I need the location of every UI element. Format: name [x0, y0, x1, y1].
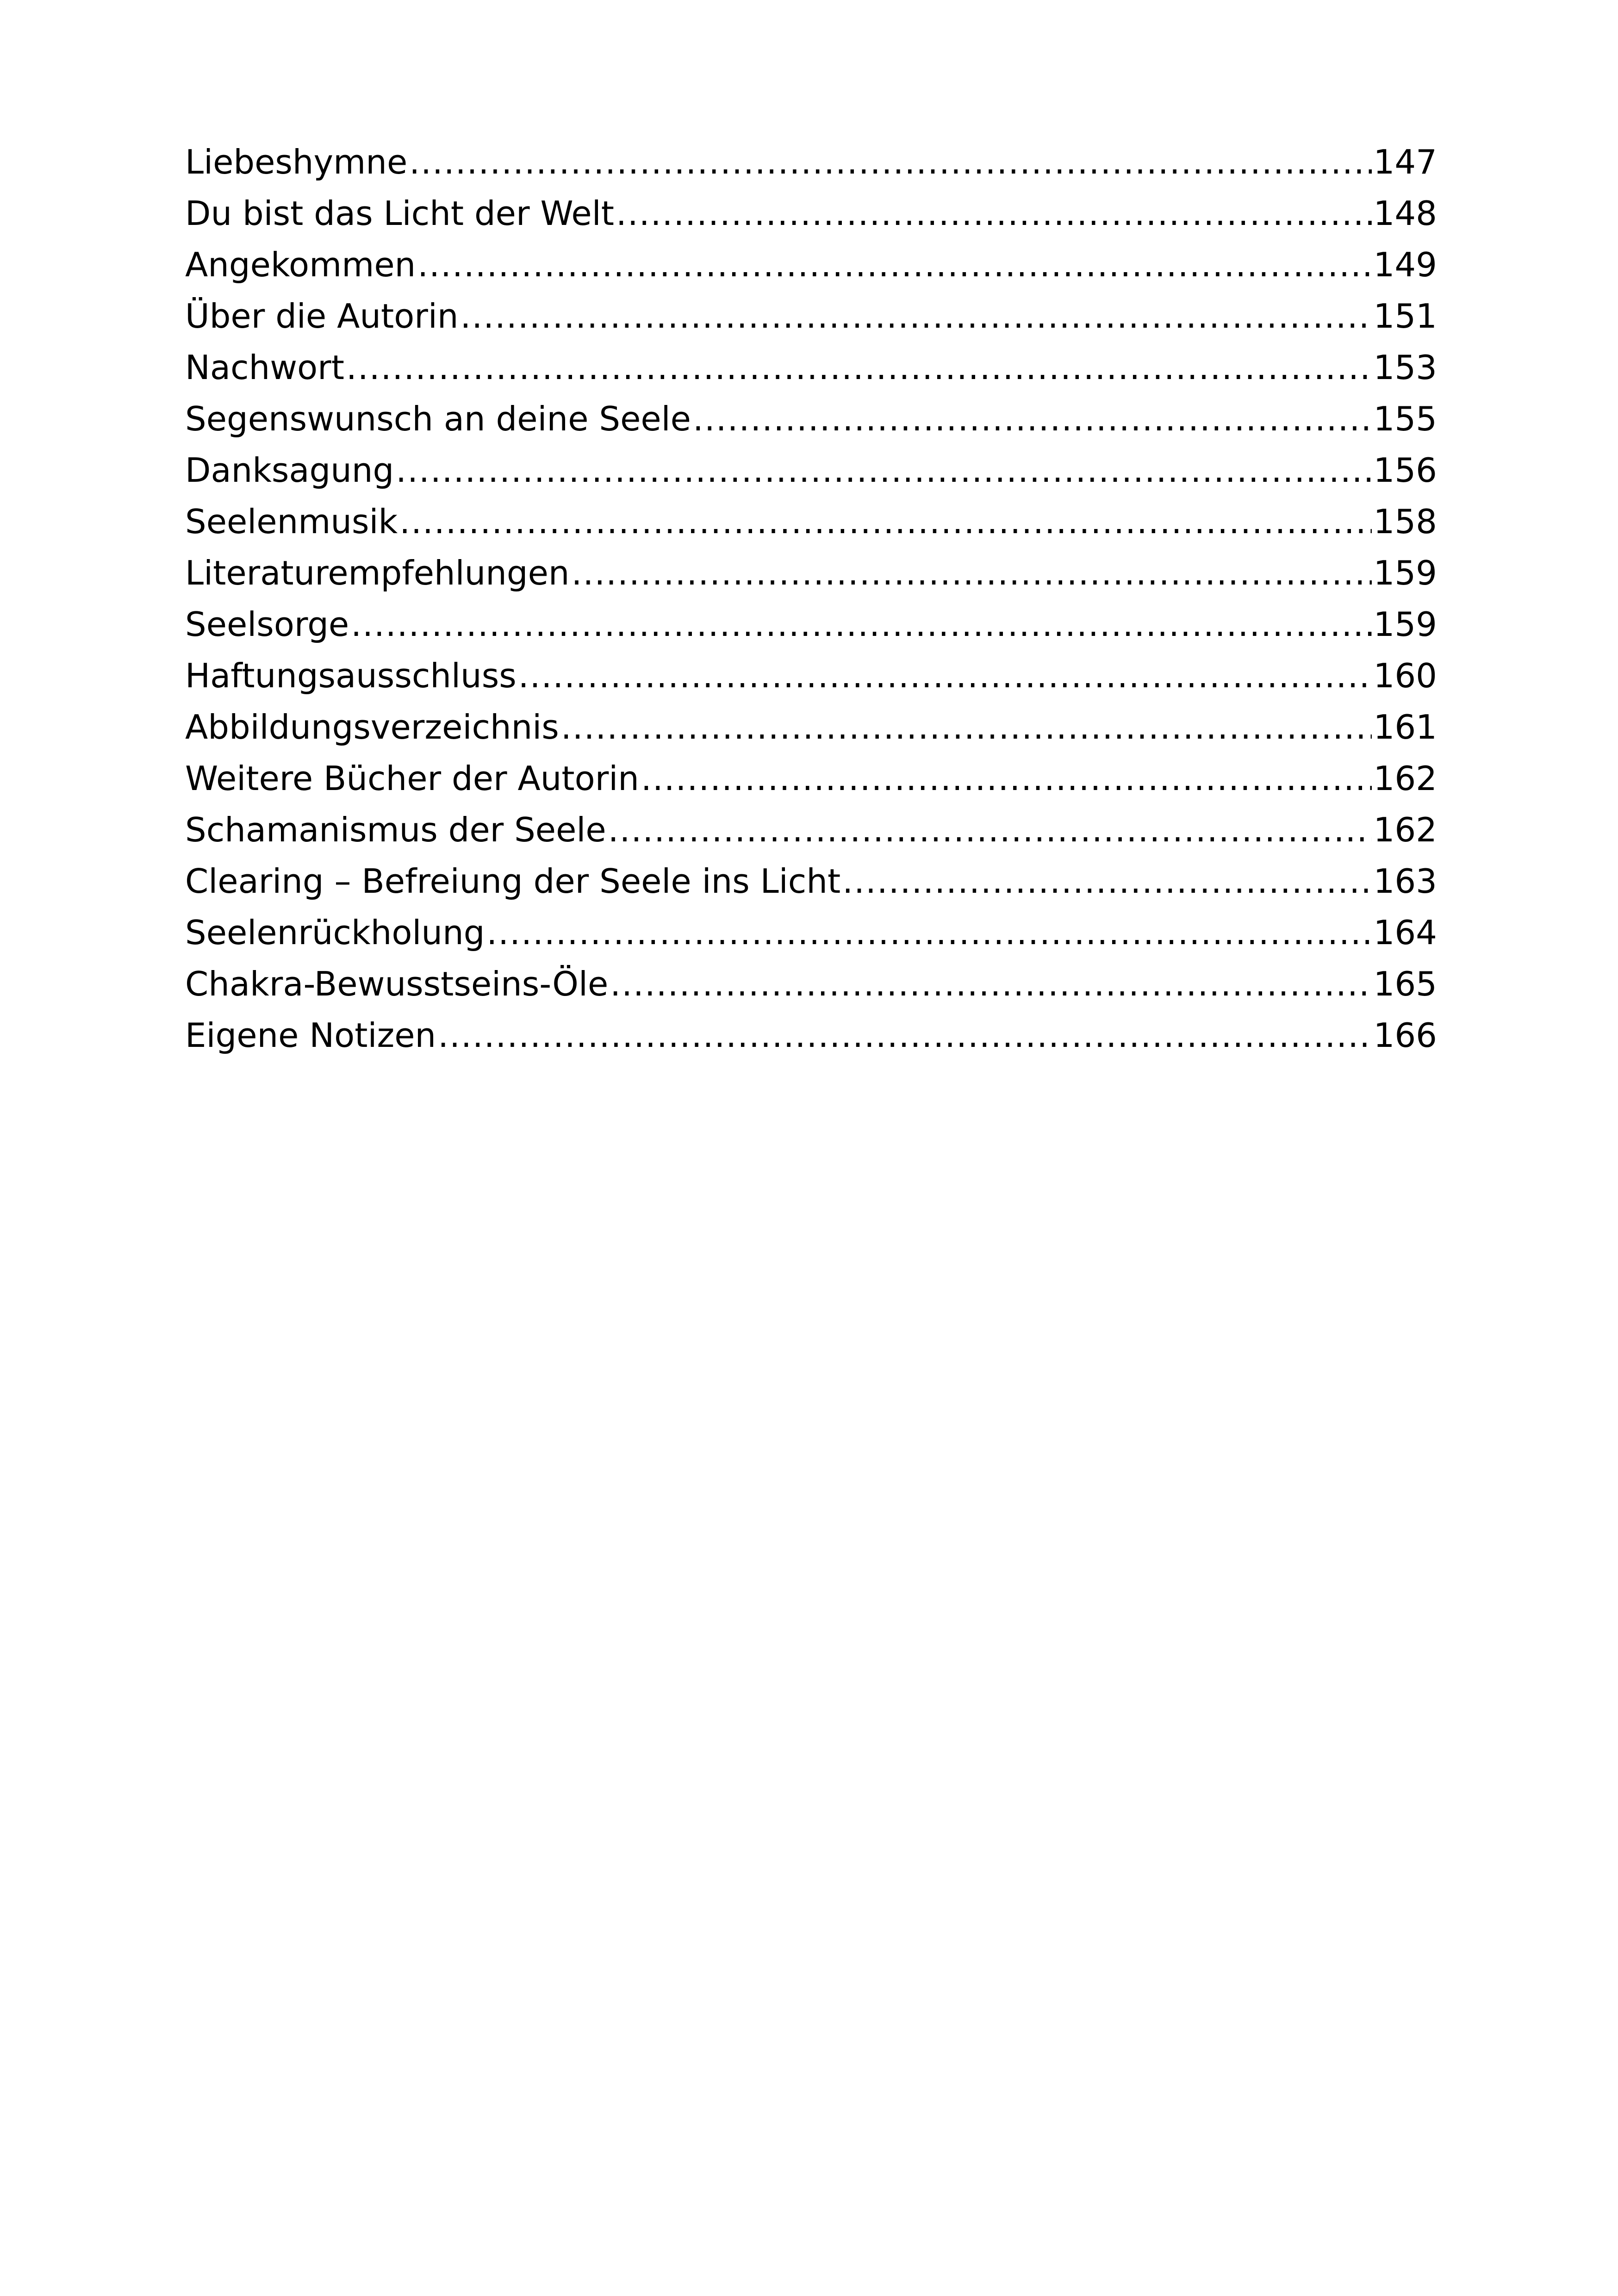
toc-dot-leader: [572, 548, 1372, 599]
toc-entry-page: 149: [1373, 245, 1437, 284]
toc-entry-title: Weitere Bücher der Autorin: [185, 759, 639, 798]
toc-dot-leader: [486, 907, 1371, 958]
toc-entry-title: Abbildungsverzeichnis: [185, 708, 559, 747]
toc-entry[interactable]: [185, 650, 1437, 702]
toc-entry[interactable]: [185, 188, 1437, 239]
toc-entry-title: Eigene Notizen: [185, 1016, 436, 1055]
toc-entry-title: Nachwort: [185, 348, 344, 387]
toc-dot-leader: [396, 445, 1371, 496]
toc-dot-leader: [610, 958, 1371, 1010]
toc-entry[interactable]: [185, 1010, 1437, 1061]
toc-entry-title: Du bist das Licht der Welt: [185, 194, 614, 233]
toc-entry[interactable]: [185, 907, 1437, 958]
toc-entry[interactable]: [185, 958, 1437, 1010]
toc-dot-leader: [561, 702, 1372, 753]
toc-entry-page: 164: [1373, 913, 1437, 952]
toc-dot-leader: [460, 291, 1371, 342]
toc-entry-title: Clearing – Befreiung der Seele ins Licht: [185, 862, 841, 901]
toc-entry-title: Chakra-Bewusstseins-Öle: [185, 964, 609, 1003]
toc-entry[interactable]: [185, 342, 1437, 393]
toc-entry-title: Liebeshymne: [185, 143, 408, 181]
toc-entry-page: 151: [1373, 297, 1437, 336]
toc-dot-leader: [842, 856, 1371, 907]
toc-entry-title: Seelenrückholung: [185, 913, 485, 952]
toc-dot-leader: [693, 393, 1372, 445]
toc-entry-page: 165: [1373, 964, 1437, 1003]
toc-entry-page: 161: [1373, 708, 1437, 747]
toc-entry-page: 156: [1373, 451, 1437, 490]
table-of-contents: [185, 137, 1437, 1061]
toc-entry-title: Schamanismus der Seele: [185, 810, 606, 849]
toc-entry-page: 155: [1373, 399, 1437, 438]
toc-dot-leader: [438, 1010, 1371, 1061]
toc-entry[interactable]: [185, 239, 1437, 291]
toc-entry[interactable]: [185, 753, 1437, 804]
toc-dot-leader: [417, 239, 1371, 291]
toc-entry-title: Über die Autorin: [185, 297, 459, 336]
toc-entry-title: Haftungsausschluss: [185, 656, 517, 695]
toc-dot-leader: [608, 804, 1372, 856]
toc-dot-leader: [351, 599, 1371, 650]
toc-entry-page: 159: [1373, 554, 1437, 592]
toc-entry[interactable]: [185, 137, 1437, 188]
toc-entry[interactable]: [185, 548, 1437, 599]
toc-dot-leader: [399, 496, 1371, 548]
toc-entry-title: Angekommen: [185, 245, 416, 284]
toc-entry[interactable]: [185, 445, 1437, 496]
toc-entry[interactable]: [185, 599, 1437, 650]
toc-entry-title: Danksagung: [185, 451, 394, 490]
toc-entry[interactable]: [185, 291, 1437, 342]
toc-entry-title: Seelenmusik: [185, 502, 398, 541]
toc-dot-leader: [641, 753, 1372, 804]
toc-entry-page: 158: [1373, 502, 1437, 541]
toc-entry-page: 160: [1373, 656, 1437, 695]
toc-entry[interactable]: [185, 804, 1437, 856]
toc-entry[interactable]: [185, 393, 1437, 445]
toc-entry-title: Literaturempfehlungen: [185, 554, 570, 592]
toc-dot-leader: [616, 188, 1372, 239]
toc-entry-page: 153: [1373, 348, 1437, 387]
toc-entry-title: Segenswunsch an deine Seele: [185, 399, 691, 438]
toc-dot-leader: [409, 137, 1371, 188]
toc-entry-page: 147: [1373, 143, 1437, 181]
toc-entry[interactable]: [185, 702, 1437, 753]
toc-entry-page: 166: [1373, 1016, 1437, 1055]
toc-dot-leader: [518, 650, 1372, 702]
toc-entry-page: 159: [1373, 605, 1437, 644]
toc-entry[interactable]: [185, 496, 1437, 548]
toc-entry-page: 162: [1373, 759, 1437, 798]
toc-entry-title: Seelsorge: [185, 605, 349, 644]
toc-entry-page: 163: [1373, 862, 1437, 901]
toc-entry[interactable]: [185, 856, 1437, 907]
toc-entry-page: 162: [1373, 810, 1437, 849]
toc-dot-leader: [346, 342, 1372, 393]
toc-entry-page: 148: [1373, 194, 1437, 233]
